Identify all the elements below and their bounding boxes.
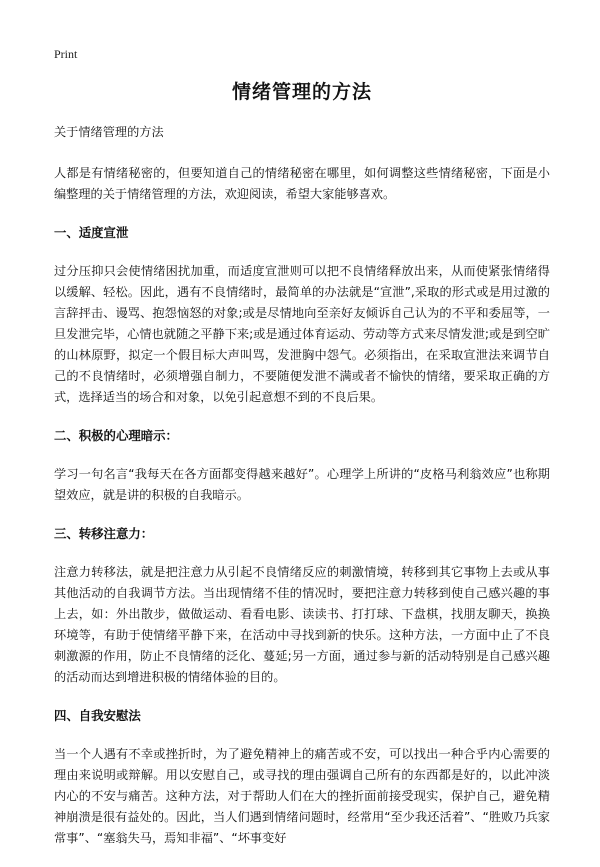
print-label: Print xyxy=(54,47,78,61)
section-body-catharsis: 过分压抑只会使情绪困扰加重，而适度宣泄则可以把不良情绪释放出来，从而使紧张情绪得以缓解、轻松。因此，遇有不良情绪时，最简单的办法就是“宣泄”,采取的形式或是用过激的言辞抨击、谩骂、抱怨恼怒的对象;或是尽情地向至亲好友倾诉自己认为的不平和委屈等，一旦发泄完毕，心情也就随之平静下来;或是通过体育运动、劳动等方式来尽情发泄;或是到空旷的山林原野，拟定一个假目标大声叫骂，发泄胸中怨气。必须指出，在采取宣泄法来调节自己的不良情绪时，必须增强自制力，不要随便发泄不满或者不愉快的情绪，要采取正确的方式，选择适当的场合和对象，以免引起意想不到的不良后果。 xyxy=(54,264,550,404)
section-heading-catharsis: 一、适度宣泄 xyxy=(54,225,129,240)
document-subtitle: 关于情绪管理的方法 xyxy=(54,125,164,139)
section-heading-suggestion: 二、积极的心理暗示： xyxy=(54,428,178,443)
section-body-self-comfort: 当一个人遇有不幸或挫折时，为了避免精神上的痛苦或不安，可以找出一种合乎内心需要的理由来说明或辩解。用以安慰自己，或寻找的理由强调自己所有的东西都是好的，以此冲淡内心的不安与痛苦。这种方法，对于帮助人们在大的挫折面前接受现实，保护自己，避免精神崩溃是很有益处的。因此，当人们遇到情绪问题时，经常用“至少我还活着”、“胜败乃兵家常事”、“塞翁失马，焉知非福”、“坏事变好 xyxy=(54,747,550,845)
section-body-distraction: 注意力转移法，就是把注意力从引起不良情绪反应的刺激情境，转移到其它事物上去或从事其他活动的自我调节方法。当出现情绪不佳的情况时，要把注意力转移到使自己感兴趣的事上去，如：外出散步，做做运动、看看电影、读读书、打打球、下盘棋，找朋友聊天，换换环境等，有助于使情绪平静下来，在活动中寻找到新的快乐。这种方法，一方面中止了不良刺激源的作用，防止不良情绪的泛化、蔓延;另一方面，通过参与新的活动特别是自己感兴趣的活动而达到增进积极的情绪体验的目的。 xyxy=(54,565,550,684)
page-title: 情绪管理的方法 xyxy=(231,81,372,103)
section-heading-self-comfort: 四、自我安慰法 xyxy=(54,708,141,723)
section-heading-distraction: 三、转移注意力： xyxy=(54,526,154,541)
section-body-suggestion: 学习一句名言“我每天在各方面都变得越来越好”。心理学上所讲的“皮格马利翁效应”也称期望效应，就是讲的积极的自我暗示。 xyxy=(54,467,550,502)
intro-paragraph: 人都是有情绪秘密的，但要知道自己的情绪秘密在哪里，如何调整这些情绪秘密，下面是小编整理的关于情绪管理的方法，欢迎阅读，希望大家能够喜欢。 xyxy=(54,166,550,201)
document-body xyxy=(54,78,550,867)
